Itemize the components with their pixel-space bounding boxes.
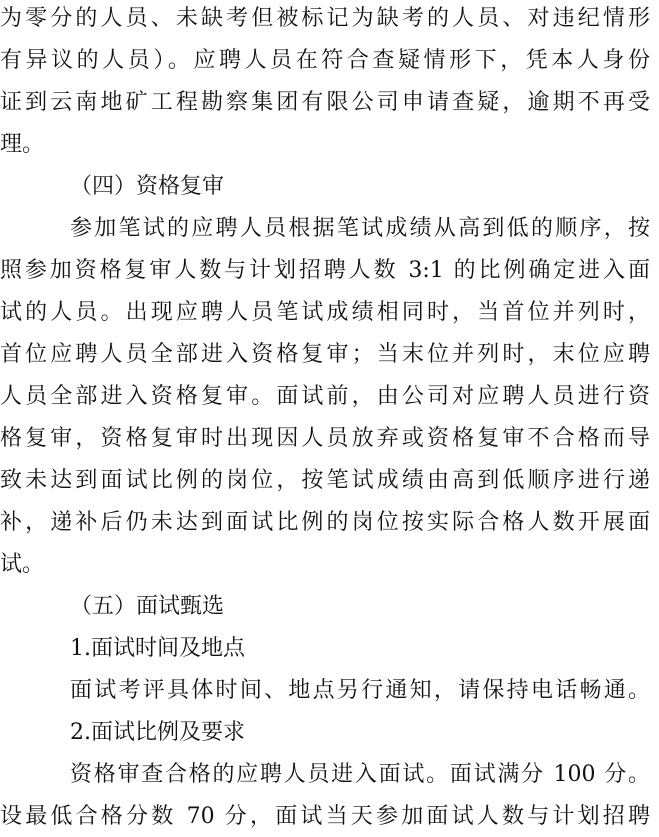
section-heading-4: （四）资格复审 [70, 174, 225, 199]
paragraph-line: 为零分的人员、未缺考但被标记为缺考的人员、对违纪情形 [0, 6, 650, 31]
paragraph-line: 格复审，资格复审时出现因人员放弃或资格复审不合格而导 [0, 426, 650, 451]
subsection-heading-1: 1.面试时间及地点 [70, 636, 245, 661]
paragraph-line: 补，递补后仍未达到面试比例的岗位按实际合格人数开展面 [0, 510, 650, 535]
paragraph-line: 试。 [0, 552, 45, 577]
paragraph-line: 照参加资格复审人数与计划招聘人数 3:1 的比例确定进入面 [0, 258, 650, 283]
paragraph-line: 面试考评具体时间、地点另行通知，请保持电话畅通。 [70, 678, 650, 703]
paragraph-line: 证到云南地矿工程勘察集团有限公司申请查疑，逾期不再受 [0, 90, 650, 115]
paragraph-line: 理。 [0, 132, 45, 157]
section-heading-5: （五）面试甄选 [70, 594, 225, 619]
subsection-heading-2: 2.面试比例及要求 [70, 720, 245, 745]
paragraph-line: 有异议的人员）。应聘人员在符合查疑情形下，凭本人身份 [0, 48, 650, 73]
paragraph-line: 参加笔试的应聘人员根据笔试成绩从高到低的顺序，按 [70, 216, 650, 241]
paragraph-line: 致未达到面试比例的岗位，按笔试成绩由高到低顺序进行递 [0, 468, 650, 493]
paragraph-line: 首位应聘人员全部进入资格复审；当末位并列时，末位应聘 [0, 342, 650, 367]
paragraph-line: 试的人员。出现应聘人员笔试成绩相同时，当首位并列时， [0, 300, 650, 325]
paragraph-line: 资格审查合格的应聘人员进入面试。面试满分 100 分。 [70, 762, 650, 787]
paragraph-line: 设最低合格分数 70 分，面试当天参加面试人数与计划招聘 [0, 804, 650, 829]
paragraph-line: 人员全部进入资格复审。面试前，由公司对应聘人员进行资 [0, 384, 650, 409]
